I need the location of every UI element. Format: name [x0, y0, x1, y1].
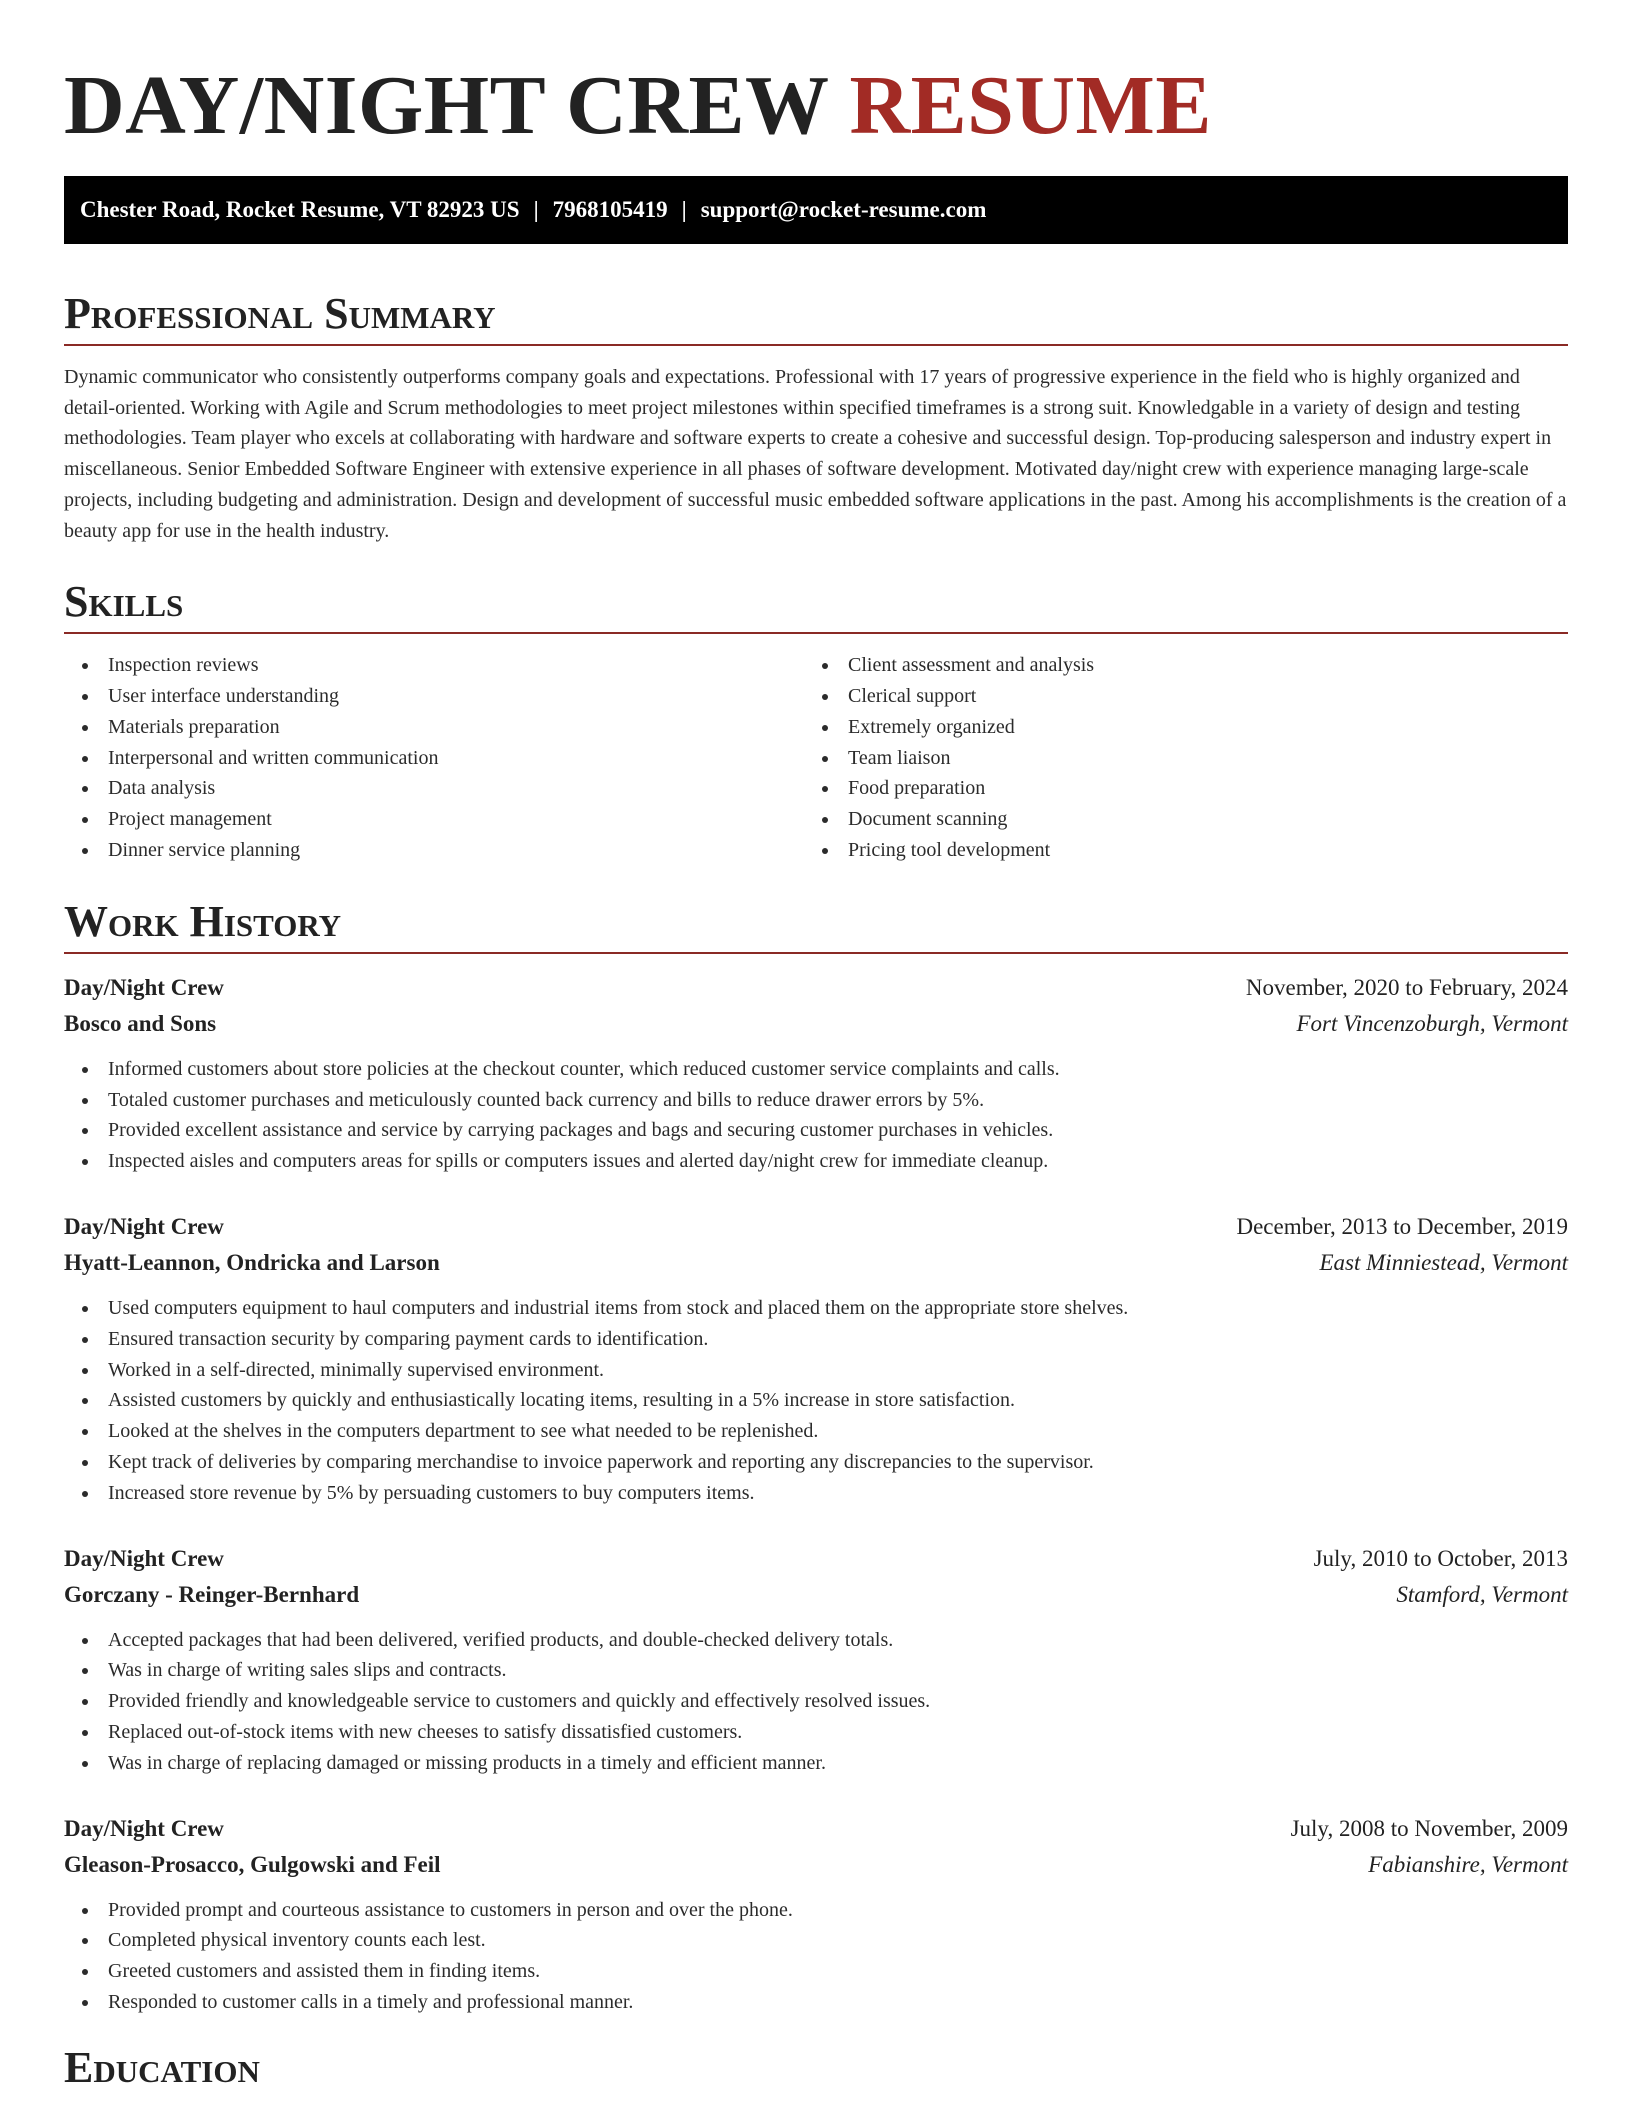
job-bullet: Provided prompt and courteous assistance to customers in person and over the phone.	[64, 1895, 1568, 1926]
job-bullet: Replaced out-of-stock items with new cheeses to satisfy dissatisfied customers.	[64, 1717, 1568, 1748]
title-main: DAY/NIGHT CREW	[64, 59, 828, 152]
job-bullet: Responded to customer calls in a timely and professional manner.	[64, 1987, 1568, 2018]
job-bullet: Completed physical inventory counts each lest.	[64, 1925, 1568, 1956]
skill-item: Client assessment and analysis	[804, 650, 1544, 681]
job-role: Day/Night Crew	[64, 1815, 224, 1841]
skills-heading: Skills	[64, 572, 1568, 634]
skill-item: Pricing tool development	[804, 835, 1544, 866]
job-bullets	[64, 1625, 1568, 1779]
job-entry	[64, 1811, 1568, 2018]
job-bullets	[64, 1054, 1568, 1177]
skill-item: Clerical support	[804, 681, 1544, 712]
job-bullet: Used computers equipment to haul computers and industrial items from stock and placed them on the appropriate store shelves.	[64, 1293, 1568, 1324]
job-bullet: Inspected aisles and computers areas for spills or computers issues and alerted day/night crew for immediate cleanup.	[64, 1146, 1568, 1177]
skill-item: Extremely organized	[804, 712, 1544, 743]
job-role: Day/Night Crew	[64, 1213, 224, 1239]
contact-email: support@rocket-resume.com	[700, 197, 987, 222]
job-bullet: Provided excellent assistance and service by carrying packages and bags and securing customer purchases in vehicles.	[64, 1115, 1568, 1146]
contact-bar	[64, 176, 1568, 244]
job-dates: July, 2008 to November, 2009	[1290, 1815, 1568, 1841]
job-company: Gleason-Prosacco, Gulgowski and Feil	[64, 1851, 441, 1877]
contact-separator: |	[533, 197, 539, 222]
resume-page	[64, 0, 1568, 2098]
summary-heading: Professional Summary	[64, 284, 1568, 346]
job-bullets	[64, 1293, 1568, 1509]
job-bullet: Informed customers about store policies at the checkout counter, which reduced customer service complaints and calls.	[64, 1054, 1568, 1085]
job-bullet: Was in charge of writing sales slips and contracts.	[64, 1655, 1568, 1686]
job-bullet: Totaled customer purchases and meticulously counted back currency and bills to reduce drawer errors by 5%.	[64, 1085, 1568, 1116]
summary-text: Dynamic communicator who consistently outperforms company goals and expectations. Professional with 17 years of progressive experience in the field who is highly organized and detail-oriented. Working with Agile and Scrum methodologies to meet project milestones within specified timeframes is a strong suit. Knowledgable in a variety of design and testing methodologies. Team player who excels at collaborating with hardware and software experts to create a cohesive and successful design. Top-producing salesperson and industry expert in miscellaneous. Senior Embedded Software Engineer with extensive experience in all phases of software development. Motivated day/night crew with experience managing large-scale projects, including budgeting and administration. Design and development of successful music embedded software applications in the past. Among his accomplishments is the creation of a beauty app for use in the health industry.	[64, 366, 1567, 542]
skills-list	[64, 650, 1568, 866]
skills-column-right	[804, 650, 1544, 866]
job-company: Gorczany - Reinger-Bernhard	[64, 1581, 360, 1607]
skills-column-left	[64, 650, 804, 866]
job-bullet: Provided friendly and knowledgeable service to customers and quickly and effectively resolved issues.	[64, 1686, 1568, 1717]
skill-item: Document scanning	[804, 804, 1544, 835]
work-history-heading: Work History	[64, 892, 1568, 954]
job-bullet: Increased store revenue by 5% by persuading customers to buy computers items.	[64, 1478, 1568, 1509]
job-bullet: Greeted customers and assisted them in finding items.	[64, 1956, 1568, 1987]
job-role: Day/Night Crew	[64, 1545, 224, 1571]
job-bullets	[64, 1895, 1568, 2018]
skill-item: Interpersonal and written communication	[64, 743, 804, 774]
contact-phone: 7968105419	[552, 197, 668, 222]
job-bullet: Was in charge of replacing damaged or missing products in a timely and efficient manner.	[64, 1748, 1568, 1779]
contact-address: Chester Road, Rocket Resume, VT 82923 US	[80, 197, 520, 222]
skill-item: Dinner service planning	[64, 835, 804, 866]
job-location: East Minniestead, Vermont	[1319, 1249, 1568, 1275]
job-bullet: Assisted customers by quickly and enthusiastically locating items, resulting in a 5% increase in store satisfaction.	[64, 1385, 1568, 1416]
job-bullet: Worked in a self-directed, minimally supervised environment.	[64, 1355, 1568, 1386]
resume-title	[64, 0, 1568, 156]
skill-item: Inspection reviews	[64, 650, 804, 681]
job-entry	[64, 970, 1568, 1177]
job-entry	[64, 1541, 1568, 1779]
job-dates: December, 2013 to December, 2019	[1236, 1213, 1568, 1239]
job-location: Stamford, Vermont	[1396, 1581, 1568, 1607]
skill-item: User interface understanding	[64, 681, 804, 712]
job-bullet: Accepted packages that had been delivered, verified products, and double-checked delivery totals.	[64, 1625, 1568, 1656]
job-company: Hyatt-Leannon, Ondricka and Larson	[64, 1249, 440, 1275]
job-bullet: Looked at the shelves in the computers department to see what needed to be replenished.	[64, 1416, 1568, 1447]
job-bullet: Kept track of deliveries by comparing merchandise to invoice paperwork and reporting any discrepancies to the supervisor.	[64, 1447, 1568, 1478]
education-heading: Education	[64, 2042, 260, 2092]
job-bullet: Ensured transaction security by comparing payment cards to identification.	[64, 1324, 1568, 1355]
skill-item: Team liaison	[804, 743, 1544, 774]
job-role: Day/Night Crew	[64, 974, 224, 1000]
skill-item: Food preparation	[804, 773, 1544, 804]
job-dates: November, 2020 to February, 2024	[1245, 974, 1568, 1000]
job-dates: July, 2010 to October, 2013	[1313, 1545, 1568, 1571]
job-entry	[64, 1209, 1568, 1509]
job-location: Fort Vincenzoburgh, Vermont	[1296, 1010, 1568, 1036]
skill-item: Project management	[64, 804, 804, 835]
skill-item: Materials preparation	[64, 712, 804, 743]
contact-separator: |	[681, 197, 687, 222]
job-company: Bosco and Sons	[64, 1010, 217, 1036]
job-location: Fabianshire, Vermont	[1368, 1851, 1568, 1877]
skill-item: Data analysis	[64, 773, 804, 804]
title-accent: RESUME	[849, 59, 1212, 152]
